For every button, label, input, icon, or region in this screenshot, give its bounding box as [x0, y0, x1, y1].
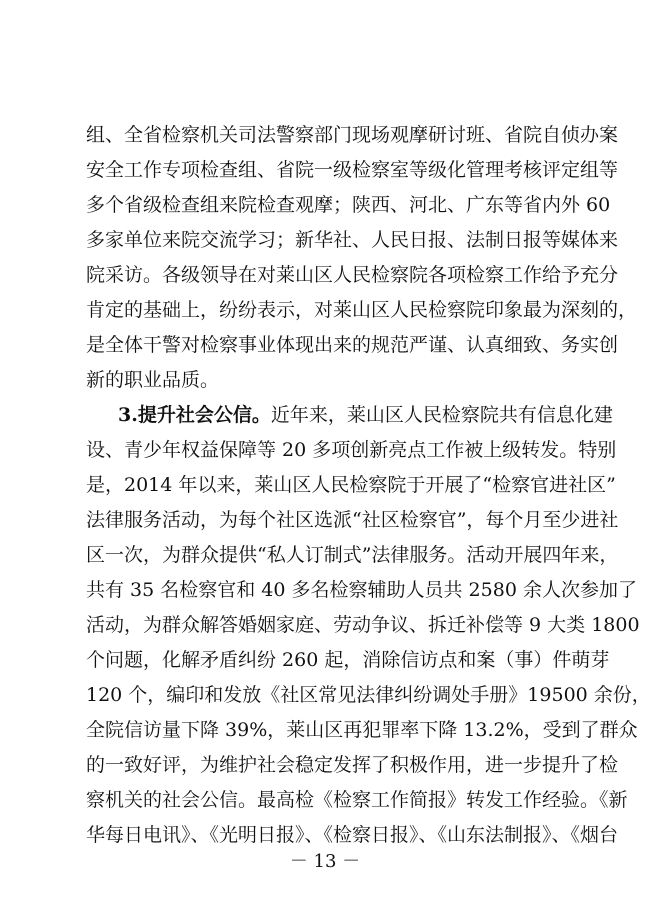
paragraph-line: 区一次，为群众提供“私人订制式”法律服务。活动开展四年来， — [86, 544, 619, 566]
paragraph-line: 120 个，编印和发放《社区常见法律纠纷调处手册》19500 余份， — [86, 684, 651, 706]
paragraph-line: 是全体干警对检察事业体现出来的规范严谨、认真细致、务实创 — [86, 334, 619, 356]
paragraph-line: 华每日电讯》、《光明日报》、《检察日报》、《山东法制报》、《烟台 — [86, 824, 619, 846]
paragraph-line: 组、全省检察机关司法警察部门现场观摩研讨班、省院自侦办案 — [86, 124, 619, 146]
paragraph-line: 是，2014 年以来，莱山区人民检察院于开展了“检察官进社区” — [86, 474, 616, 496]
paragraph-line: 活动，为群众解答婚姻家庭、劳动争议、拆迁补偿等 9 大类 1800 — [86, 614, 640, 636]
paragraph-line: 法律服务活动，为每个社区选派“社区检察官”，每个月至少进社 — [86, 509, 619, 531]
paragraph-line: 新的职业品质。 — [86, 369, 220, 391]
page-number: － 13 － — [289, 851, 361, 872]
paragraph-line: 全院信访量下降 39%，莱山区再犯罪率下降 13.2%，受到了群众 — [86, 719, 638, 741]
paragraph-line: 肯定的基础上，纷纷表示，对莱山区人民检察院印象最为深刻的， — [86, 299, 638, 321]
paragraph-line: 院采访。各级领导在对莱山区人民检察院各项检察工作给予充分 — [86, 264, 619, 286]
paragraph-line: 设、青少年权益保障等 20 多项创新亮点工作被上级转发。特别 — [86, 439, 617, 461]
paragraph-line: 察机关的社会公信。最高检《检察工作简报》转发工作经验。《新 — [86, 789, 628, 811]
paragraph-line: 共有 35 名检察官和 40 多名检察辅助人员共 2580 余人次参加了 — [86, 579, 637, 601]
paragraph-line: 的一致好评，为维护社会稳定发挥了积极作用，进一步提升了检 — [86, 754, 619, 776]
paragraph-line: 多家单位来院交流学习；新华社、人民日报、法制日报等媒体来 — [86, 229, 619, 251]
section-text: 近年来，莱山区人民检察院共有信息化建 — [270, 404, 613, 426]
section-heading: 3.提升社会公信。 — [118, 404, 271, 426]
paragraph-line: 多个省级检查组来院检查观摩；陕西、河北、广东等省内外 60 — [86, 194, 611, 216]
section-line — [118, 400, 613, 430]
paragraph-line: 安全工作专项检查组、省院一级检察室等级化管理考核评定组等 — [86, 159, 619, 181]
paragraph-line: 个问题，化解矛盾纠纷 260 起，消除信访点和案（事）件萌芽 — [86, 649, 610, 671]
